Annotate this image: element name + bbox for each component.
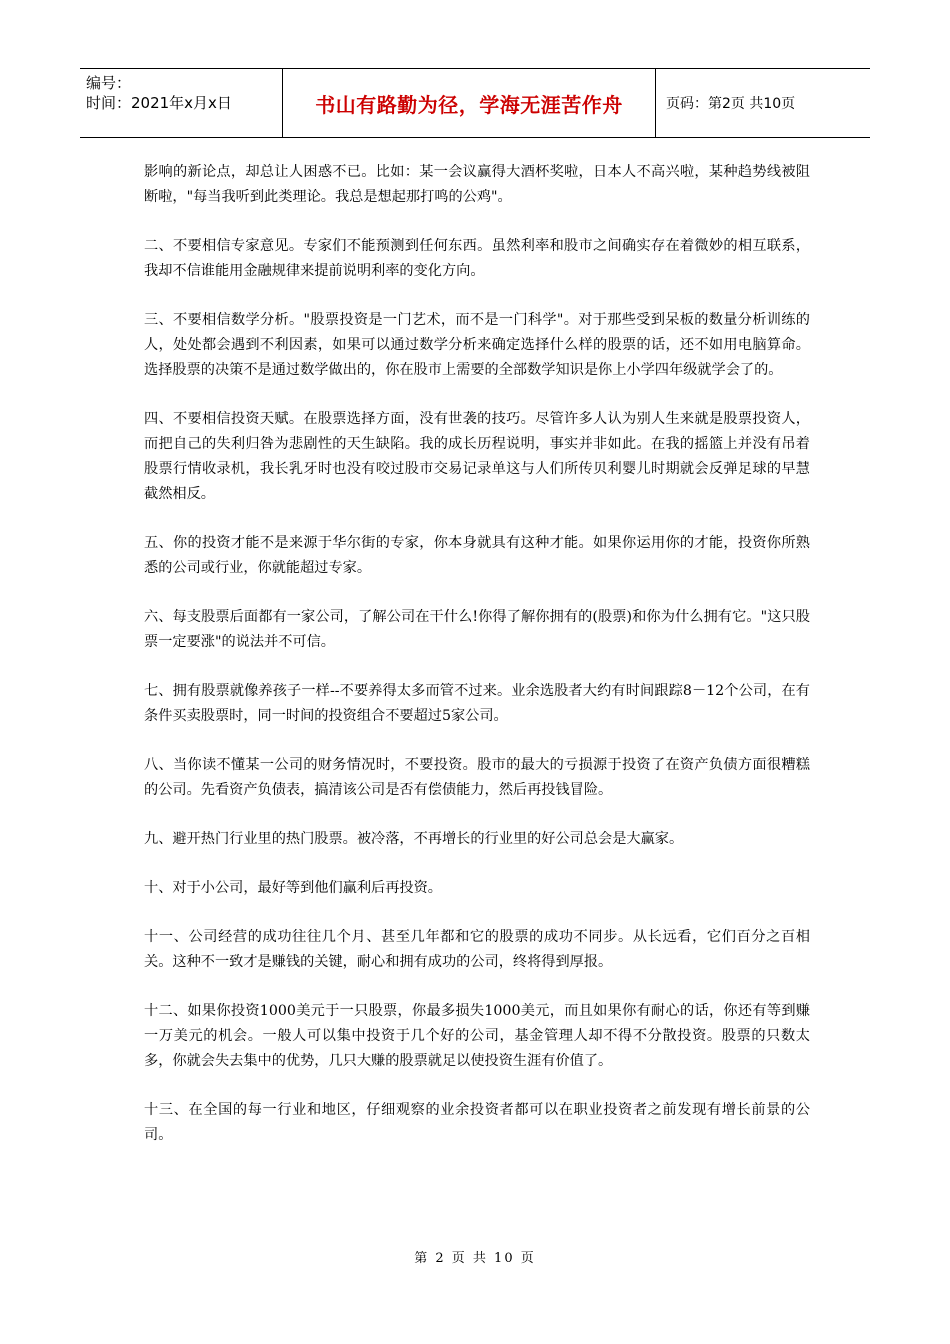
paragraph: 五、你的投资才能不是来源于华尔街的专家，你本身就具有这种才能。如果你运用你的才能，投资你所熟悉的公司或行业，你就能超过专家。 bbox=[144, 535, 810, 576]
page-footer: 第 2 页 共 10 页 bbox=[414, 1251, 536, 1266]
paragraph: 六、每支股票后面都有一家公司，了解公司在干什么!你得了解你拥有的(股票)和你为什么拥有它。"这只股票一定要涨"的说法并不可信。 bbox=[144, 609, 810, 650]
header-meta bbox=[80, 69, 283, 137]
paragraph: 十二、如果你投资1000美元于一只股票，你最多损失1000美元，而且如果你有耐心的话，你还有等到赚一万美元的机会。一般人可以集中投资于几个好的公司，基金管理人却不得不分散投资。股票的只数太多，你就会失去集中的优势，几只大赚的股票就足以使投资生涯有价值了。 bbox=[144, 1003, 810, 1069]
paragraph: 七、拥有股票就像养孩子一样--不要养得太多而管不过来。业余选股者大约有时间跟踪8－12个公司，在有条件买卖股票时，同一时间的投资组合不要超过5家公司。 bbox=[144, 683, 810, 724]
header-page-number: 页码：第2页 共10页 bbox=[666, 96, 796, 112]
paragraph: 四、不要相信投资天赋。在股票选择方面，没有世袭的技巧。尽管许多人认为别人生来就是股票投资人，而把自己的失利归咎为悲剧性的天生缺陷。我的成长历程说明，事实并非如此。在我的摇篮上并没有吊着股票行情收录机，我长乳牙时也没有咬过股市交易记录单这与人们所传贝利婴儿时期就会反弹足球的早慧截然相反。 bbox=[144, 411, 810, 502]
paragraph: 二、不要相信专家意见。专家们不能预测到任何东西。虽然利率和股市之间确实存在着微妙的相互联系，我却不信谁能用金融规律来提前说明利率的变化方向。 bbox=[144, 238, 810, 279]
paragraph: 十一、公司经营的成功往往几个月、甚至几年都和它的股票的成功不同步。从长远看，它们百分之百相关。这种不一致才是赚钱的关键，耐心和拥有成功的公司，终将得到厚报。 bbox=[144, 929, 810, 970]
paragraph: 十、对于小公司，最好等到他们赢利后再投资。 bbox=[144, 880, 442, 896]
page-header bbox=[80, 68, 870, 138]
paragraph: 九、避开热门行业里的热门股票。被冷落，不再增长的行业里的好公司总会是大赢家。 bbox=[144, 831, 684, 847]
paragraph: 三、不要相信数学分析。"股票投资是一门艺术，而不是一门科学"。对于那些受到呆板的数量分析训练的人，处处都会遇到不利因素，如果可以通过数学分析来确定选择什么样的股票的话，还不如用电脑算命。选择股票的决策不是通过数学做出的，你在股市上需要的全部数学知识是你上小学四年级就学会了的。 bbox=[144, 312, 810, 378]
document-body bbox=[144, 160, 810, 1172]
document-number: 编号： bbox=[86, 74, 132, 92]
document-date: 时间：2021年x月x日 bbox=[86, 94, 232, 112]
paragraph: 十三、在全国的每一行业和地区，仔细观察的业余投资者都可以在职业投资者之前发现有增长前景的公司。 bbox=[144, 1102, 810, 1143]
header-motto: 书山有路勤为径，学海无涯苦作舟 bbox=[283, 69, 656, 137]
paragraph: 八、当你读不懂某一公司的财务情况时，不要投资。股市的最大的亏损源于投资了在资产负债方面很糟糕的公司。先看资产负债表，搞清该公司是否有偿债能力，然后再投钱冒险。 bbox=[144, 757, 810, 798]
paragraph: 影响的新论点，却总让人困惑不已。比如：某一会议赢得大酒杯奖啦，日本人不高兴啦，某种趋势线被阻断啦，"每当我听到此类理论。我总是想起那打鸣的公鸡"。 bbox=[144, 164, 810, 205]
